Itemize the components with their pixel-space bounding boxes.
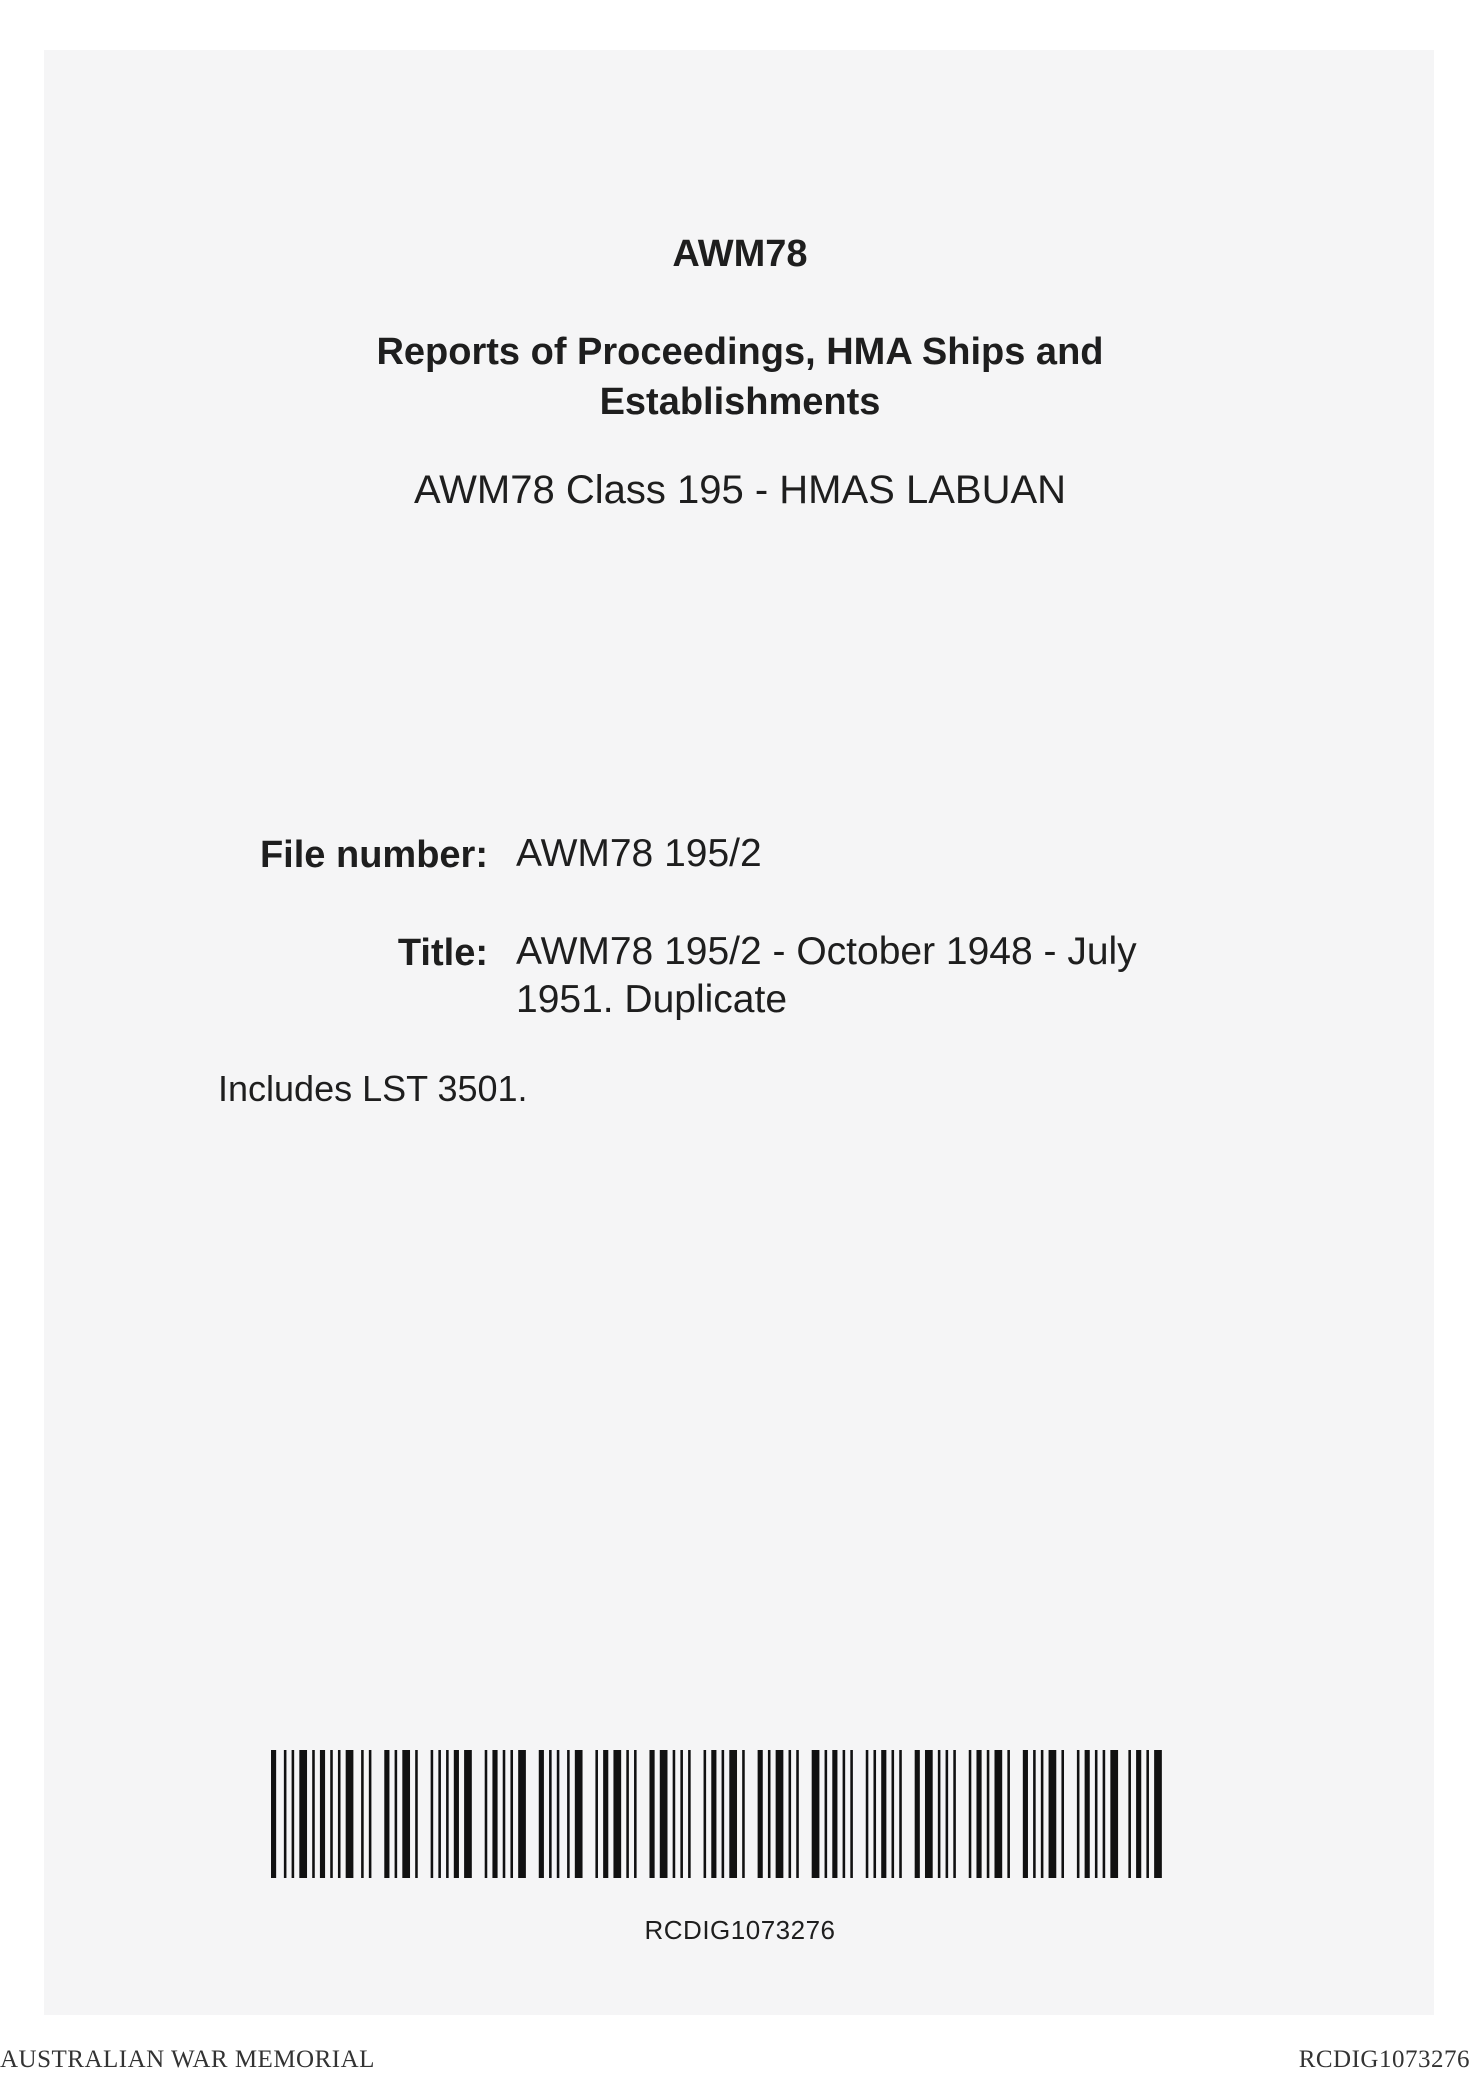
barcode-bar [320, 1750, 325, 1878]
barcode-bar [299, 1750, 307, 1878]
barcode-bar [567, 1750, 570, 1878]
class-line: AWM78 Class 195 - HMAS LABUAN [413, 468, 1067, 512]
barcode-bar [1128, 1750, 1131, 1878]
title-label: Title: [397, 932, 488, 974]
barcode-bar [330, 1750, 333, 1878]
barcode-bar [384, 1750, 389, 1878]
barcode-bar [1110, 1750, 1118, 1878]
barcode-bar [1049, 1750, 1057, 1878]
barcode-bar [518, 1750, 526, 1878]
barcode-bar [312, 1750, 315, 1878]
barcode-bar [284, 1750, 287, 1878]
series-heading-line-1: Reports of Proceedings, HMA Ships and [376, 331, 1104, 373]
barcode [271, 1750, 1167, 1878]
barcode-bar [402, 1750, 410, 1878]
barcode-bar [485, 1750, 488, 1878]
barcode-bar [1033, 1750, 1036, 1878]
barcode-bar [812, 1750, 820, 1878]
barcode-bar [1103, 1750, 1106, 1878]
barcode-bar [649, 1750, 654, 1878]
barcode-bar [431, 1750, 434, 1878]
barcode-bar [729, 1750, 737, 1878]
barcode-bar [603, 1750, 608, 1878]
barcode-bar [369, 1750, 372, 1878]
barcode-bar [626, 1750, 629, 1878]
barcode-bar [595, 1750, 598, 1878]
barcode-bar [557, 1750, 560, 1878]
series-title: AWM78 [672, 233, 808, 275]
barcode-bar [850, 1750, 853, 1878]
barcode-bar [415, 1750, 418, 1878]
barcode-bar [454, 1750, 459, 1878]
barcode-bar [673, 1750, 676, 1878]
barcode-bar [953, 1750, 956, 1878]
barcode-bar [873, 1750, 876, 1878]
barcode-bar [338, 1750, 341, 1878]
barcode-bar [395, 1750, 398, 1878]
barcode-bar [503, 1750, 506, 1878]
barcode-bar [938, 1750, 941, 1878]
barcode-bar [881, 1750, 886, 1878]
barcode-bar [711, 1750, 716, 1878]
barcode-bar [768, 1750, 771, 1878]
barcode-bar [925, 1750, 933, 1878]
file-number-label: File number: [259, 834, 488, 876]
barcode-bar [742, 1750, 745, 1878]
barcode-bar [688, 1750, 691, 1878]
includes-note: Includes LST 3501. [218, 1068, 528, 1109]
title-value-line-1: AWM78 195/2 - October 1948 - July [516, 930, 1137, 973]
title-value [516, 928, 1216, 1024]
barcode-bar [789, 1750, 792, 1878]
barcode-bar [346, 1750, 354, 1878]
title-value-line-2: 1951. Duplicate [516, 978, 788, 1021]
barcode-bar [1007, 1750, 1010, 1878]
barcode-bar [492, 1750, 497, 1878]
barcode-bar [660, 1750, 668, 1878]
barcode-bar [1041, 1750, 1044, 1878]
barcode-bar [994, 1750, 1002, 1878]
series-heading [0, 327, 1480, 427]
footer-record-id: RCDIG1073276 [1298, 2046, 1470, 2073]
barcode-bar [575, 1750, 583, 1878]
barcode-bar [825, 1750, 828, 1878]
barcode-bar [510, 1750, 513, 1878]
barcode-bar [899, 1750, 902, 1878]
barcode-bar [292, 1750, 295, 1878]
series-heading-line-2: Establishments [599, 381, 881, 423]
barcode-bar [549, 1750, 552, 1878]
barcode-bar [1085, 1750, 1090, 1878]
barcode-bar [976, 1750, 981, 1878]
barcode-bar [464, 1750, 472, 1878]
barcode-bar [1077, 1750, 1080, 1878]
barcode-bar [1023, 1750, 1028, 1878]
barcode-bar [1146, 1750, 1149, 1878]
barcode-bar [969, 1750, 972, 1878]
barcode-bar [987, 1750, 990, 1878]
barcode-bar [446, 1750, 449, 1878]
barcode-bar [1136, 1750, 1141, 1878]
footer-institution: AUSTRALIAN WAR MEMORIAL [0, 2046, 375, 2073]
barcode-bar [1061, 1750, 1064, 1878]
barcode-bar [892, 1750, 895, 1878]
barcode-bar [832, 1750, 837, 1878]
file-number-value: AWM78 195/2 [516, 832, 762, 875]
barcode-bar [271, 1750, 276, 1878]
barcode-bar [843, 1750, 846, 1878]
barcode-bar [1154, 1750, 1162, 1878]
barcode-bar [796, 1750, 799, 1878]
barcode-bar [613, 1750, 621, 1878]
barcode-bar [722, 1750, 725, 1878]
barcode-bar [866, 1750, 869, 1878]
barcode-number: RCDIG1073276 [644, 1915, 836, 1945]
barcode-bar [704, 1750, 707, 1878]
barcode-bar [915, 1750, 920, 1878]
barcode-bar [634, 1750, 637, 1878]
barcode-bar [361, 1750, 364, 1878]
barcode-bar [946, 1750, 949, 1878]
barcode-bar [539, 1750, 544, 1878]
barcode-bar [776, 1750, 784, 1878]
barcode-bar [758, 1750, 763, 1878]
barcode-bar [438, 1750, 441, 1878]
barcode-bar [680, 1750, 683, 1878]
barcode-bar [1095, 1750, 1098, 1878]
